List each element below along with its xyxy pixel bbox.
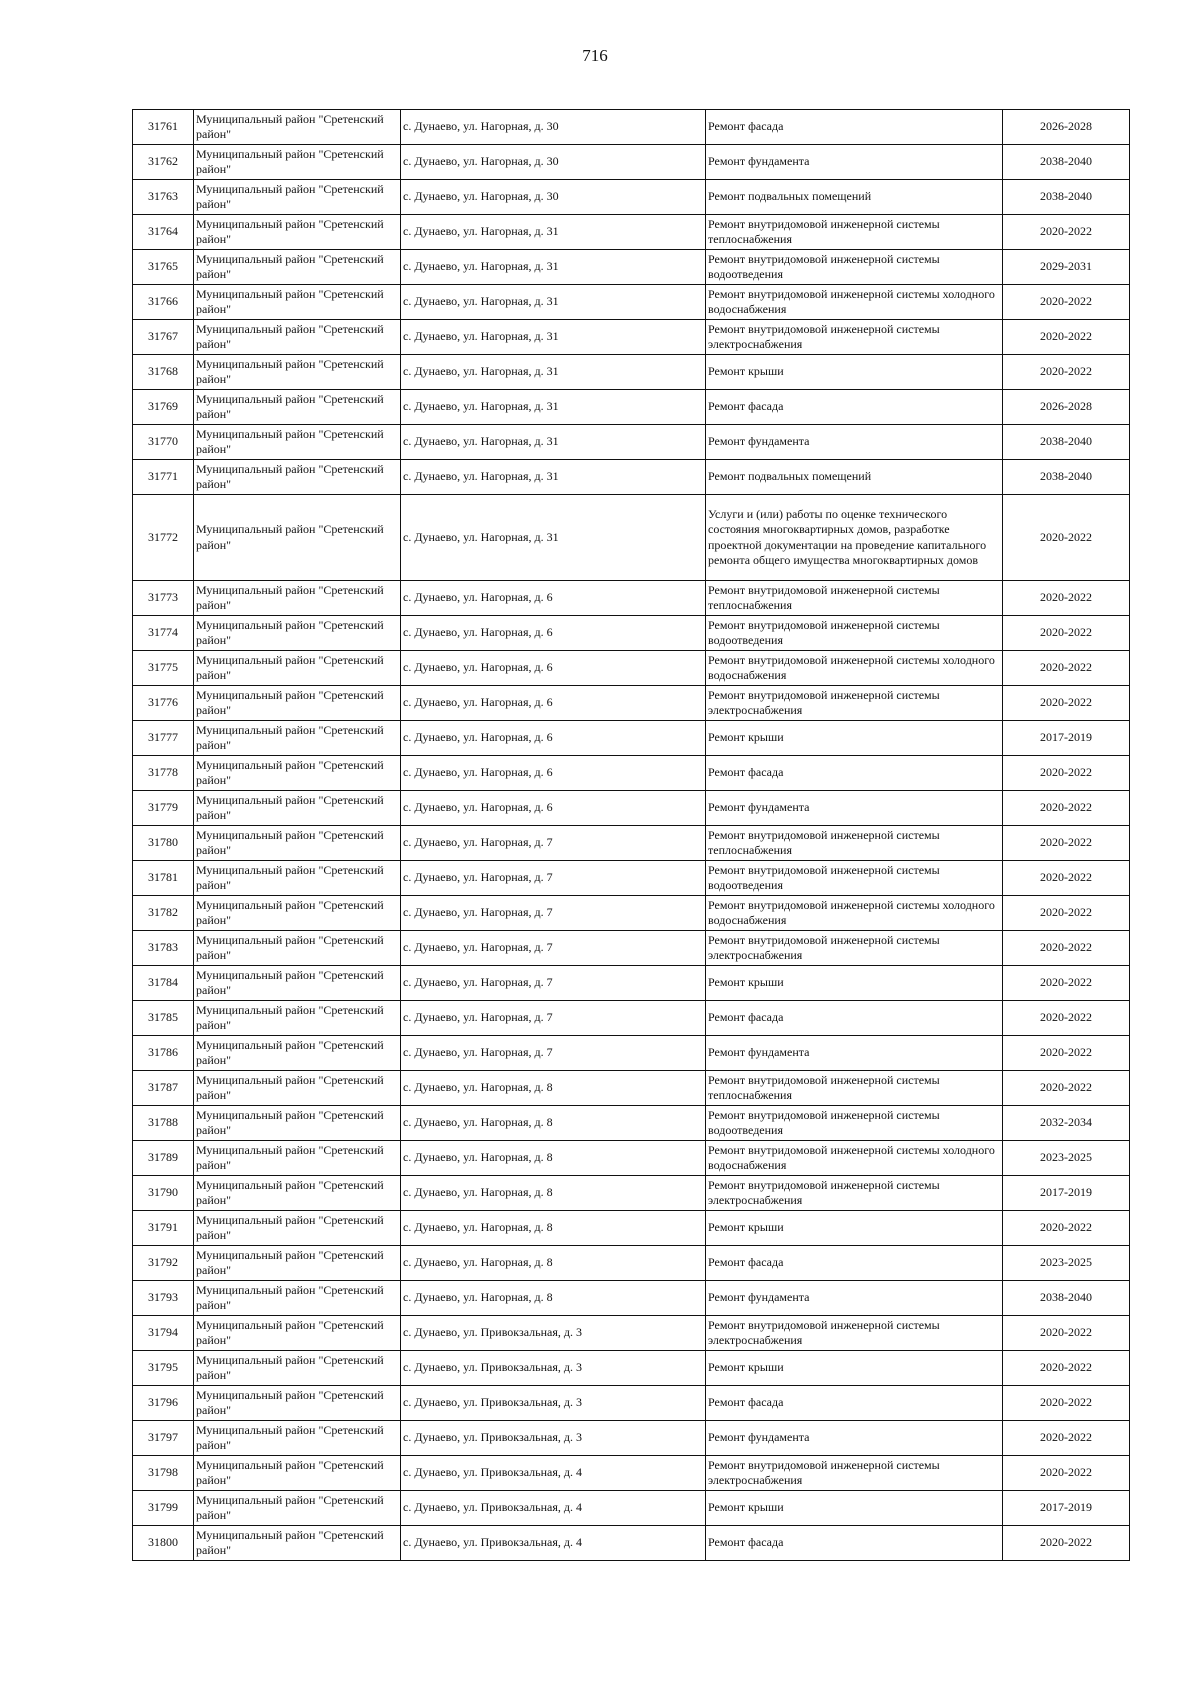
cell-number: 31766 [133,285,194,320]
cell-municipality: Муниципальный район "Сретенский район" [194,1141,401,1176]
table-row [133,581,1130,616]
cell-address: с. Дунаево, ул. Нагорная, д. 8 [401,1281,706,1316]
cell-address: с. Дунаево, ул. Нагорная, д. 31 [401,495,706,581]
cell-municipality: Муниципальный район "Сретенский район" [194,1281,401,1316]
table-row [133,1106,1130,1141]
cell-number: 31770 [133,425,194,460]
cell-municipality: Муниципальный район "Сретенский район" [194,495,401,581]
cell-municipality: Муниципальный район "Сретенский район" [194,1421,401,1456]
cell-period: 2032-2034 [1003,1106,1130,1141]
cell-number: 31775 [133,651,194,686]
cell-work-type: Ремонт фундамента [706,145,1003,180]
cell-address: с. Дунаево, ул. Нагорная, д. 31 [401,390,706,425]
cell-number: 31787 [133,1071,194,1106]
cell-work-type: Ремонт внутридомовой инженерной системы водоотведения [706,861,1003,896]
cell-municipality: Муниципальный район "Сретенский район" [194,1526,401,1561]
cell-municipality: Муниципальный район "Сретенский район" [194,826,401,861]
cell-number: 31794 [133,1316,194,1351]
table-row [133,1351,1130,1386]
cell-period: 2020-2022 [1003,1001,1130,1036]
cell-address: с. Дунаево, ул. Нагорная, д. 7 [401,966,706,1001]
cell-address: с. Дунаево, ул. Нагорная, д. 30 [401,180,706,215]
cell-municipality: Муниципальный район "Сретенский район" [194,1316,401,1351]
cell-municipality: Муниципальный район "Сретенский район" [194,861,401,896]
cell-period: 2017-2019 [1003,721,1130,756]
cell-work-type: Ремонт крыши [706,721,1003,756]
cell-number: 31784 [133,966,194,1001]
cell-address: с. Дунаево, ул. Нагорная, д. 7 [401,1001,706,1036]
table-row [133,1421,1130,1456]
cell-municipality: Муниципальный район "Сретенский район" [194,651,401,686]
cell-municipality: Муниципальный район "Сретенский район" [194,320,401,355]
table-row [133,1316,1130,1351]
cell-municipality: Муниципальный район "Сретенский район" [194,110,401,145]
cell-address: с. Дунаево, ул. Нагорная, д. 31 [401,250,706,285]
cell-work-type: Ремонт внутридомовой инженерной системы теплоснабжения [706,215,1003,250]
table-row [133,756,1130,791]
table-row [133,861,1130,896]
table-row [133,460,1130,495]
cell-number: 31765 [133,250,194,285]
cell-period: 2020-2022 [1003,896,1130,931]
table-row [133,355,1130,390]
cell-number: 31786 [133,1036,194,1071]
cell-number: 31780 [133,826,194,861]
cell-period: 2020-2022 [1003,1316,1130,1351]
cell-number: 31800 [133,1526,194,1561]
table-row [133,425,1130,460]
cell-period: 2020-2022 [1003,756,1130,791]
cell-address: с. Дунаево, ул. Нагорная, д. 8 [401,1176,706,1211]
cell-number: 31779 [133,791,194,826]
cell-period: 2020-2022 [1003,355,1130,390]
cell-period: 2023-2025 [1003,1246,1130,1281]
table-row [133,180,1130,215]
table-body [133,110,1130,1561]
cell-period: 2020-2022 [1003,826,1130,861]
cell-period: 2020-2022 [1003,791,1130,826]
table-row [133,1176,1130,1211]
cell-address: с. Дунаево, ул. Нагорная, д. 31 [401,285,706,320]
page-number: 716 [582,46,608,65]
cell-address: с. Дунаево, ул. Нагорная, д. 8 [401,1246,706,1281]
cell-municipality: Муниципальный район "Сретенский район" [194,931,401,966]
cell-period: 2020-2022 [1003,966,1130,1001]
cell-municipality: Муниципальный район "Сретенский район" [194,686,401,721]
cell-work-type: Ремонт внутридомовой инженерной системы холодного водоснабжения [706,896,1003,931]
cell-period: 2020-2022 [1003,1526,1130,1561]
cell-number: 31788 [133,1106,194,1141]
cell-address: с. Дунаево, ул. Привокзальная, д. 3 [401,1351,706,1386]
cell-work-type: Ремонт фасада [706,1246,1003,1281]
cell-number: 31798 [133,1456,194,1491]
cell-work-type: Ремонт внутридомовой инженерной системы водоотведения [706,616,1003,651]
table-row [133,616,1130,651]
cell-number: 31767 [133,320,194,355]
cell-work-type: Ремонт подвальных помещений [706,180,1003,215]
cell-period: 2020-2022 [1003,1456,1130,1491]
cell-address: с. Дунаево, ул. Нагорная, д. 7 [401,1036,706,1071]
cell-municipality: Муниципальный район "Сретенский район" [194,250,401,285]
cell-period: 2038-2040 [1003,145,1130,180]
cell-work-type: Ремонт внутридомовой инженерной системы водоотведения [706,250,1003,285]
cell-address: с. Дунаево, ул. Привокзальная, д. 3 [401,1386,706,1421]
cell-address: с. Дунаево, ул. Нагорная, д. 31 [401,215,706,250]
table-row [133,250,1130,285]
cell-municipality: Муниципальный район "Сретенский район" [194,896,401,931]
cell-period: 2020-2022 [1003,1421,1130,1456]
cell-period: 2020-2022 [1003,616,1130,651]
cell-period: 2017-2019 [1003,1176,1130,1211]
cell-municipality: Муниципальный район "Сретенский район" [194,1176,401,1211]
cell-work-type: Ремонт фундамента [706,1421,1003,1456]
cell-work-type: Ремонт крыши [706,966,1003,1001]
cell-work-type: Ремонт внутридомовой инженерной системы электроснабжения [706,931,1003,966]
cell-address: с. Дунаево, ул. Нагорная, д. 31 [401,425,706,460]
cell-work-type: Ремонт подвальных помещений [706,460,1003,495]
cell-address: с. Дунаево, ул. Привокзальная, д. 4 [401,1491,706,1526]
cell-work-type: Ремонт внутридомовой инженерной системы теплоснабжения [706,1071,1003,1106]
cell-work-type: Ремонт фундамента [706,1281,1003,1316]
cell-municipality: Муниципальный район "Сретенский район" [194,756,401,791]
cell-period: 2020-2022 [1003,215,1130,250]
cell-period: 2026-2028 [1003,110,1130,145]
cell-number: 31763 [133,180,194,215]
cell-address: с. Дунаево, ул. Нагорная, д. 7 [401,931,706,966]
table-row [133,896,1130,931]
cell-work-type: Ремонт фасада [706,1386,1003,1421]
table-row [133,651,1130,686]
cell-municipality: Муниципальный район "Сретенский район" [194,1351,401,1386]
cell-address: с. Дунаево, ул. Нагорная, д. 8 [401,1141,706,1176]
cell-period: 2020-2022 [1003,861,1130,896]
cell-municipality: Муниципальный район "Сретенский район" [194,616,401,651]
cell-work-type: Ремонт фасада [706,756,1003,791]
cell-number: 31761 [133,110,194,145]
cell-municipality: Муниципальный район "Сретенский район" [194,215,401,250]
table-row [133,110,1130,145]
cell-work-type: Ремонт внутридомовой инженерной системы холодного водоснабжения [706,285,1003,320]
table-row [133,495,1130,581]
table-row [133,145,1130,180]
table-row [133,1526,1130,1561]
table-row [133,1246,1130,1281]
cell-number: 31769 [133,390,194,425]
cell-work-type: Ремонт внутридомовой инженерной системы теплоснабжения [706,826,1003,861]
cell-work-type: Ремонт фундамента [706,791,1003,826]
cell-work-type: Ремонт внутридомовой инженерной системы водоотведения [706,1106,1003,1141]
cell-address: с. Дунаево, ул. Привокзальная, д. 4 [401,1456,706,1491]
cell-work-type: Ремонт крыши [706,1211,1003,1246]
cell-work-type: Ремонт фундамента [706,1036,1003,1071]
cell-municipality: Муниципальный район "Сретенский район" [194,581,401,616]
cell-municipality: Муниципальный район "Сретенский район" [194,1386,401,1421]
cell-work-type: Ремонт внутридомовой инженерной системы холодного водоснабжения [706,1141,1003,1176]
cell-number: 31782 [133,896,194,931]
cell-period: 2020-2022 [1003,1036,1130,1071]
cell-address: с. Дунаево, ул. Нагорная, д. 6 [401,721,706,756]
cell-number: 31789 [133,1141,194,1176]
cell-work-type: Ремонт фасада [706,1001,1003,1036]
table-row [133,320,1130,355]
table-row [133,1386,1130,1421]
cell-number: 31774 [133,616,194,651]
cell-address: с. Дунаево, ул. Нагорная, д. 6 [401,581,706,616]
table-row [133,1456,1130,1491]
cell-number: 31778 [133,756,194,791]
cell-work-type: Ремонт внутридомовой инженерной системы электроснабжения [706,1176,1003,1211]
table-row [133,1211,1130,1246]
cell-work-type: Ремонт фасада [706,110,1003,145]
cell-number: 31762 [133,145,194,180]
cell-municipality: Муниципальный район "Сретенский район" [194,1036,401,1071]
cell-address: с. Дунаево, ул. Нагорная, д. 6 [401,791,706,826]
cell-municipality: Муниципальный район "Сретенский район" [194,1491,401,1526]
cell-number: 31777 [133,721,194,756]
table-row [133,791,1130,826]
cell-municipality: Муниципальный район "Сретенский район" [194,721,401,756]
table-row [133,1036,1130,1071]
cell-municipality: Муниципальный район "Сретенский район" [194,1456,401,1491]
cell-number: 31783 [133,931,194,966]
cell-number: 31771 [133,460,194,495]
cell-work-type: Ремонт внутридомовой инженерной системы электроснабжения [706,320,1003,355]
cell-address: с. Дунаево, ул. Привокзальная, д. 3 [401,1421,706,1456]
cell-number: 31795 [133,1351,194,1386]
cell-work-type: Ремонт внутридомовой инженерной системы электроснабжения [706,1456,1003,1491]
cell-period: 2017-2019 [1003,1491,1130,1526]
cell-period: 2020-2022 [1003,651,1130,686]
cell-period: 2029-2031 [1003,250,1130,285]
cell-work-type: Ремонт крыши [706,1491,1003,1526]
cell-period: 2020-2022 [1003,581,1130,616]
cell-work-type: Ремонт внутридомовой инженерной системы теплоснабжения [706,581,1003,616]
cell-number: 31781 [133,861,194,896]
cell-period: 2020-2022 [1003,1211,1130,1246]
cell-address: с. Дунаево, ул. Нагорная, д. 30 [401,110,706,145]
cell-work-type: Ремонт внутридомовой инженерной системы электроснабжения [706,1316,1003,1351]
cell-number: 31772 [133,495,194,581]
cell-address: с. Дунаево, ул. Нагорная, д. 30 [401,145,706,180]
cell-number: 31790 [133,1176,194,1211]
cell-period: 2020-2022 [1003,1351,1130,1386]
cell-period: 2020-2022 [1003,495,1130,581]
cell-municipality: Муниципальный район "Сретенский район" [194,1071,401,1106]
cell-address: с. Дунаево, ул. Нагорная, д. 31 [401,355,706,390]
table-row [133,1141,1130,1176]
cell-period: 2023-2025 [1003,1141,1130,1176]
table-row [133,1281,1130,1316]
cell-municipality: Муниципальный район "Сретенский район" [194,180,401,215]
cell-period: 2020-2022 [1003,285,1130,320]
cell-period: 2020-2022 [1003,1386,1130,1421]
cell-work-type: Ремонт внутридомовой инженерной системы электроснабжения [706,686,1003,721]
cell-work-type: Ремонт фасада [706,390,1003,425]
cell-municipality: Муниципальный район "Сретенский район" [194,966,401,1001]
table-row [133,721,1130,756]
cell-municipality: Муниципальный район "Сретенский район" [194,1001,401,1036]
cell-number: 31785 [133,1001,194,1036]
cell-municipality: Муниципальный район "Сретенский район" [194,791,401,826]
table-row [133,1071,1130,1106]
cell-municipality: Муниципальный район "Сретенский район" [194,1211,401,1246]
repair-schedule-table [132,109,1130,1561]
cell-period: 2038-2040 [1003,425,1130,460]
cell-number: 31791 [133,1211,194,1246]
cell-municipality: Муниципальный район "Сретенский район" [194,1246,401,1281]
cell-number: 31799 [133,1491,194,1526]
cell-period: 2020-2022 [1003,1071,1130,1106]
table-row [133,686,1130,721]
table-row [133,1491,1130,1526]
cell-address: с. Дунаево, ул. Привокзальная, д. 4 [401,1526,706,1561]
cell-address: с. Дунаево, ул. Нагорная, д. 7 [401,826,706,861]
cell-number: 31792 [133,1246,194,1281]
cell-address: с. Дунаево, ул. Нагорная, д. 8 [401,1071,706,1106]
cell-municipality: Муниципальный район "Сретенский район" [194,425,401,460]
cell-period: 2038-2040 [1003,180,1130,215]
cell-address: с. Дунаево, ул. Привокзальная, д. 3 [401,1316,706,1351]
cell-number: 31797 [133,1421,194,1456]
cell-municipality: Муниципальный район "Сретенский район" [194,460,401,495]
cell-number: 31768 [133,355,194,390]
cell-address: с. Дунаево, ул. Нагорная, д. 6 [401,686,706,721]
cell-work-type: Услуги и (или) работы по оценке технического состояния многоквартирных домов, разработке проектной документации на проведение капитального ремонта общего имущества многоквартирных домов [706,495,1003,581]
cell-number: 31764 [133,215,194,250]
cell-address: с. Дунаево, ул. Нагорная, д. 7 [401,896,706,931]
cell-address: с. Дунаево, ул. Нагорная, д. 31 [401,320,706,355]
cell-period: 2020-2022 [1003,931,1130,966]
cell-period: 2020-2022 [1003,320,1130,355]
cell-address: с. Дунаево, ул. Нагорная, д. 8 [401,1106,706,1141]
cell-municipality: Муниципальный район "Сретенский район" [194,355,401,390]
cell-municipality: Муниципальный район "Сретенский район" [194,285,401,320]
cell-work-type: Ремонт крыши [706,355,1003,390]
cell-municipality: Муниципальный район "Сретенский район" [194,1106,401,1141]
cell-address: с. Дунаево, ул. Нагорная, д. 6 [401,651,706,686]
cell-work-type: Ремонт крыши [706,1351,1003,1386]
cell-number: 31796 [133,1386,194,1421]
cell-address: с. Дунаево, ул. Нагорная, д. 31 [401,460,706,495]
table-row [133,826,1130,861]
cell-address: с. Дунаево, ул. Нагорная, д. 6 [401,616,706,651]
table-row [133,215,1130,250]
table-row [133,1001,1130,1036]
cell-municipality: Муниципальный район "Сретенский район" [194,390,401,425]
cell-period: 2038-2040 [1003,1281,1130,1316]
cell-address: с. Дунаево, ул. Нагорная, д. 6 [401,756,706,791]
cell-address: с. Дунаево, ул. Нагорная, д. 7 [401,861,706,896]
cell-work-type: Ремонт внутридомовой инженерной системы холодного водоснабжения [706,651,1003,686]
table-row [133,966,1130,1001]
cell-period: 2038-2040 [1003,460,1130,495]
cell-address: с. Дунаево, ул. Нагорная, д. 8 [401,1211,706,1246]
cell-period: 2020-2022 [1003,686,1130,721]
cell-number: 31776 [133,686,194,721]
cell-number: 31793 [133,1281,194,1316]
cell-period: 2026-2028 [1003,390,1130,425]
cell-municipality: Муниципальный район "Сретенский район" [194,145,401,180]
table-row [133,285,1130,320]
cell-work-type: Ремонт фундамента [706,425,1003,460]
table-row [133,390,1130,425]
cell-work-type: Ремонт фасада [706,1526,1003,1561]
cell-number: 31773 [133,581,194,616]
table-row [133,931,1130,966]
